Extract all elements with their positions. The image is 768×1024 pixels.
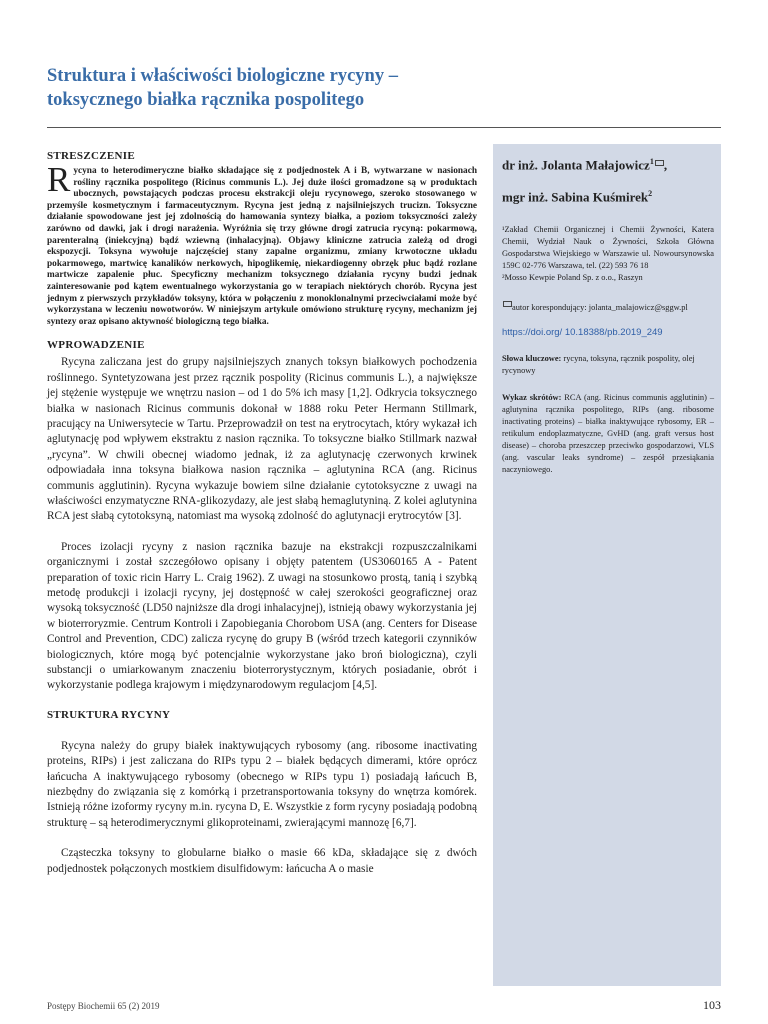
author-2-sup: 2	[648, 189, 653, 199]
affiliation-2: ²Mosso Kewpie Poland Sp. z o.o., Raszyn	[502, 272, 643, 282]
intro-paragraph-1: Rycyna zaliczana jest do grupy najsilniejszych znanych toksyn białkowych pochodzenia roślinnego. Syntetyzowana jest przez rącznik pospolity (Ricinus communis L.), a największe jej stężenie występuje we wnętrzu nasion – od 1 do 5% ich masy [1,2]. Odkrycia toksycznego białka w nasionach Ricinus communis dokonał w 1888 roku Peter Hermann Stillmark, pracujący na Uniwersytecie w Tartu. Przeprowadził on test na erytrocytach, który wykazał ich aglutynację pod wpływem ekstraktu z nasion rącznika. To toksyczne białko Stillmark nazwał „rycyna”. W chwili obecnej wiadomo jednak, iż za aglutynację czerwonych krwinek odpowiadała inna toksyna białkowa nasion rącznika – aglutynina RCA (ang. Ricinus communis agglutinin). Rycyna wykazuje bowiem silne działanie cytotoksyczne z uwagi na właściwości enzymatyczne RNA-glikozydazy, ale jest słabą hemaglutyniną. Z kolei aglutynina RCA jest słabą cytotoksyną, natomiast ma wysoką zdolność do aglutynacji erytrocytów [3].	[47, 356, 477, 523]
abbrev-text: RCA (ang. Ricinus communis agglutinin) – aglutynina rącznika pospolitego, RIPs (ang. ribosome inactivating proteins) – białka inaktywujące rybosomy, ER – retikulum endoplazmatyczne, GvHD (ang. graft versus host disease) – choroba przeszczep przeciwko gospodarzowi, VLS (ang. vascular leaks syndrome) – zespół przesiąkania naczyniowego.	[502, 392, 715, 474]
abbreviations	[502, 392, 714, 476]
author-2	[502, 189, 714, 205]
correspondence	[502, 301, 714, 314]
article-title-line-2: toksycznego białka rącznika pospolitego	[47, 90, 365, 110]
abstract-heading: STRESZCZENIE	[47, 150, 135, 162]
correspondence-text: autor korespondujący: jolanta_malajowicz@sggw.pl	[512, 302, 688, 312]
drop-cap: R	[47, 160, 71, 199]
affiliation-1: ¹Zakład Chemii Organicznej i Chemii Żywności, Katera Chemii, Wydział Nauk o Żywności, Szkoła Główna Gospodarstwa Wiejskiego w Warszawie ul. Nowoursynowska 159C 02-776 Warszawa, tel. (22) 593 76 18	[502, 224, 714, 270]
author-1-sup: 1	[649, 157, 654, 166]
page-number: 103	[703, 998, 721, 1012]
keywords-text: rycyna, toksyna, rącznik pospolity, olej rycynowy	[502, 353, 695, 375]
keywords	[502, 353, 714, 377]
author-1-name: dr inż. Jolanta Małajowicz	[502, 157, 650, 173]
envelope-icon	[655, 160, 664, 166]
keywords-label: Słowa kluczowe:	[502, 353, 562, 363]
title-rule	[47, 127, 721, 128]
abstract-text	[47, 160, 477, 328]
article-title	[47, 64, 687, 112]
intro-heading: WPROWADZENIE	[47, 339, 145, 352]
envelope-icon	[503, 301, 512, 307]
main-column	[47, 150, 477, 877]
author-1: dr inż. Jolanta Małajowicz$^1$ ,	[502, 157, 668, 173]
journal-footer: Postępy Biochemii 65 (2) 2019	[47, 1001, 160, 1011]
author-2-name: mgr inż. Sabina Kuśmirek	[502, 189, 649, 205]
doi-link[interactable]: https://doi.org/ 10.18388/pb.2019_249	[502, 326, 663, 338]
structure-paragraph-2: Cząsteczka toksyny to globularne białko o masie 66 kDa, składające się z dwóch podjednostek połączonych mostkiem disulfidowym: łańcucha A o masie	[47, 847, 477, 875]
structure-paragraph-1: Rycyna należy do grupy białek inaktywujących rybosomy (ang. ribosome inactivating proteins, RIPs) i jest zaliczana do RIPs typu 2 – białek będących dimerami, które oprócz łańcucha A inaktywującego rybosomy (obecnego w RIPs typu 1) posiadają łańcuch B, niezbędny do związania się z komórką i przetransportowania toksyny do wnętrza komórek. Istnieją różne izoformy rycyny m.in. rycyna D, E. Wszystkie z form rycyny posiadają podobną strukturę – są heterodimerycznymi glikoproteinami, zwierającymi mannozę [6,7].	[47, 739, 477, 829]
abstract-body: ycyna to heterodimeryczne białko składające się z podjednostek A i B, wytwarzane w nasionach rośliny rącznika pospolitego (Ricinus communis L.). Jej duże ilości gromadzone są w produktach ubocznych, powstających podczas procesu ekstrakcji oleju rycynowego, szeroko stosowanego w przemyśle kosmetycznym i farmaceutycznym. Rycyna jest jedną z najsilniejszych trucizn. Toksyczne działanie spowodowane jest jej zdolnością do hamowania syntezy białka, a poziom toksyczności zależy zarówno od dawki, jak i drogi narażenia. Wyróżnia się trzy główne drogi zatrucia rycyną: pokarmową, parenteralną (iniekcyjną) bądź wziewną (inhalacyjną). Objawy kliniczne zatrucia zależą od drogi ekspozycji. Toksyna wywołuje najczęściej stany zapalne organizmu, zmiany krwotoczne układu pokarmowego, martwicę kanalików nerkowych, hipoglikemię, niekardiogenny obrzęk płuc bądź rozlane martwicze zapalenie płuc. Specyficzny mechanizm toksycznego działania rycyny budzi jednak zainteresowanie pod kątem ewentualnego wykorzystania go w terapiach niektórych chorób. Rycyna jest jednym z pierwszych przykładów toksyny, która w połączeniu z monoklonalnymi przeciwciałami może być wykorzystana w leczeniu nowotworów. W niniejszym artykule omówiono strukturę rycyny, mechanizm jej syntezy oraz opisano aktywność biologiczną tego białka.	[47, 166, 477, 327]
article-title-line-1: Struktura i właściwości biologiczne rycyny –	[47, 66, 398, 86]
structure-heading: STRUKTURA RYCYNY	[47, 708, 171, 721]
abbrev-label: Wykaz skrótów:	[502, 392, 562, 402]
intro-paragraph-2: Proces izolacji rycyny z nasion rącznika bazuje na ekstrakcji rozpuszczalnikami organicznymi i został szczegółowo opisany i objęty patentem (US3060165 A - Patent preparation of toxic ricin Harry L. Craig 1962). Z uwagi na stosunkowo prostą, tanią i szybką metodę produkcji i izolacji rycyny, jej dostępność w całej szerokości geograficznej oraz wysoką toksyczność (LD50 najniższe dla drogi inhalacyjnej), istnieją obawy wykorzystania jej w bioterroryzmie. Centrum Kontroli i Zapobiegania Chorobom USA (ang. Centers for Disease Control and Prevention, CDC) zalicza rycynę do grupy B (wśród trzech kategorii czynników biologicznych, które mogą być potencjalnie wykorzystane jako broń biologiczna), czyli substancji o umiarkowanym znaczeniu bioterrorystycznym, których posiadanie, obrót i wykorzystanie podlega krajowym i międzynarodowym regulacjom [4,5].	[47, 540, 477, 692]
info-sidebar	[493, 144, 721, 986]
